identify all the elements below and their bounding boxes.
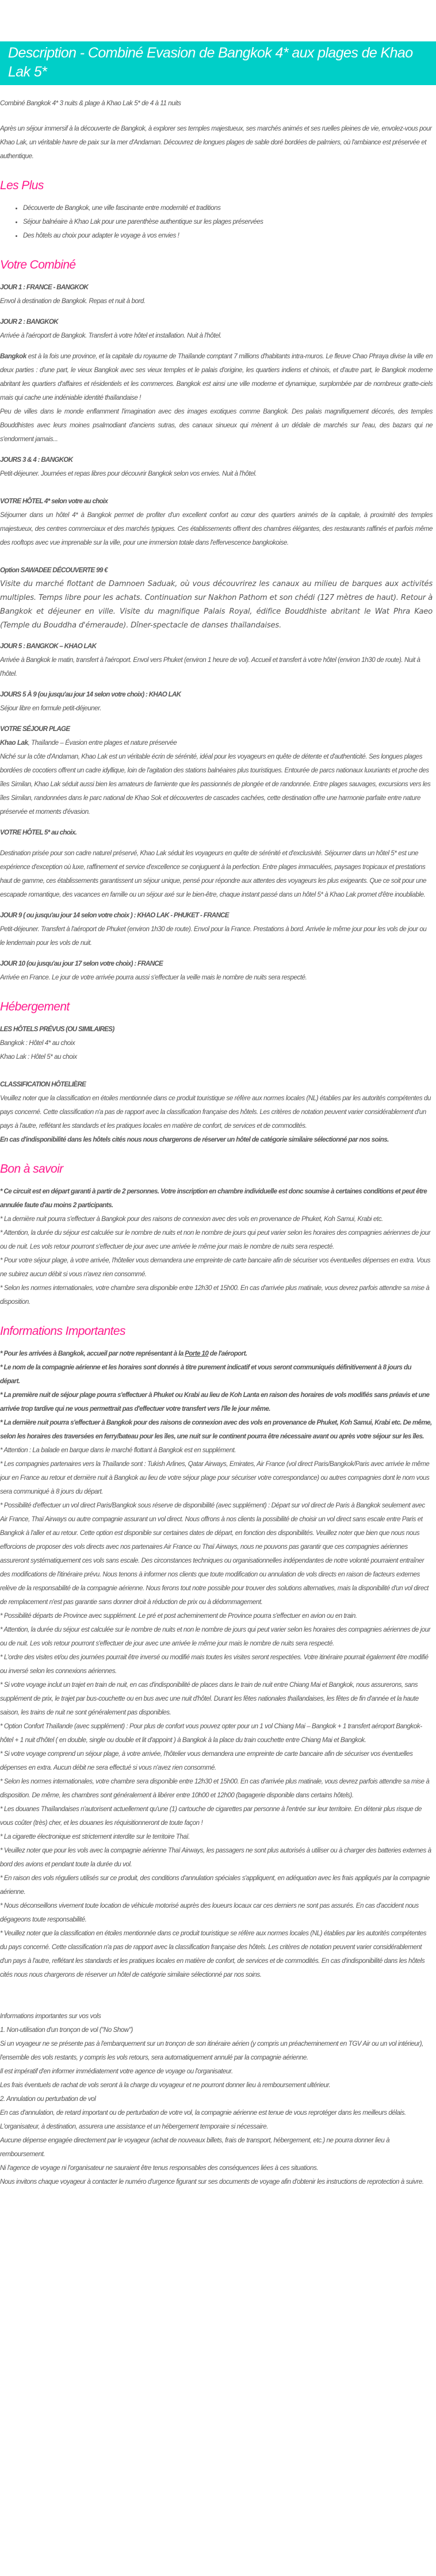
flights-line: 2. Annulation ou perturbation de vol — [0, 2095, 96, 2103]
note-bold: * La première nuit de séjour plage pourra s'effectuer à Phuket ou Krabi au lieu de Koh Lanta en raison des horaires de vols modifiés sans préavis et une arrivée trop tardive qui ne vous permettrait pas d'effectuer votre transfert vers l'île le jour même. — [0, 1391, 430, 1413]
note: * Veuillez noter que la classification en étoiles mentionnée dans ce produit touristique se réfère aux normes locales (NL) établies par les autorités compétentes du pays concerné. Cette classification n'a pas de rapport avec la classification française des hôtels. Les critères de notation peuvent varier considérablement d'un pays à l'autre, reflétant les standards et les pratiques locales en matière de confort, de services et de commodités. En cas d'indisponibilité dans les hôtels cités nous nous chargerons de réserver un hôtel de catégorie similaire sélectionné par nos soins. — [0, 1930, 427, 1978]
list-item: • Des hôtels au choix pour adapter le voyage à vos envies ! — [23, 229, 433, 243]
section-combine-heading: Votre Combiné — [0, 258, 76, 271]
note: * Selon les normes internationales, votre chambre sera disponible entre 12h30 et 15h00. En cas d'arrivée plus matinale, vous devrez parfois attendre sa mise à disposition. De même, les chambres sont généralement à libérer entre 10h00 et 12h00 (bagagerie disponible dans certains hôtels). — [0, 1778, 430, 1799]
porte-10-link[interactable]: Porte 10 — [185, 1350, 209, 1357]
flights-line: Il est impératif d'en informer immédiatement votre agence de voyage ou l'organisateur. — [0, 2068, 233, 2075]
day-text: Envol à destination de Bangkok. Repas et nuit à bord. — [0, 297, 146, 305]
hotel-line: Bangkok : Hôtel 4* au choix — [0, 1039, 75, 1047]
flights-line: Si un voyageur ne se présente pas à l'embarquement sur un tronçon de son itinéraire aérien (y compris un préacheminement en TGV Air ou un vol intérieur), l'ensemble des vols restants, y compris les vols retours, sera automatiquement annulé par la compagnie aérienne. — [0, 2040, 423, 2061]
day-text: Séjour libre en formule petit-déjeuner. — [0, 705, 101, 712]
flights-line: Les frais éventuels de rachat de vols seront à la charge du voyageur et ne pourront donner lieu à remboursement ultérieur. — [0, 2081, 331, 2089]
note-bold: * La dernière nuit pourra s'effectuer à Bangkok pour des raisons de connexion avec des vols en provenance de Phuket, Koh Samui, Krabi etc. De même, selon les horaires des traversées en ferry/bateau pour les îles, une nuit sur le continent pourra être nécessaire avant ou après votre séjour sur les îles. — [0, 1419, 432, 1440]
day-text: Petit-déjeuner. Journées et repas libres pour découvrir Bangkok selon vos envies. Nuit à l'hôtel. — [0, 470, 257, 477]
section-les-plus-heading: Les Plus — [0, 179, 44, 192]
sejour-plage-title: VOTRE SÉJOUR PLAGE — [0, 725, 70, 733]
section-infos-heading: Informations Importantes — [0, 1325, 125, 1338]
note: * Possibilité départs de Province avec supplément. Le pré et post acheminement de Province pourra s'effectuer en avion ou en train. — [0, 1612, 357, 1620]
note: * Pour votre séjour plage, à votre arrivée, l'hôtelier vous demandera une empreinte de carte bancaire afin de sécuriser vos éventuelles dépenses en extra. Vous ne subirez aucun débit si vous n'avez rien consommé. — [0, 1257, 431, 1278]
note-bold: * Le nom de la compagnie aérienne et les horaires sont donnés à titre purement indicatif et vous seront communiqués définitivement à 8 jours du départ. — [0, 1364, 411, 1385]
flights-line: Ni l'agence de voyage ni l'organisateur ne sauraient être tenus responsables des conséquences liées à ces situations. — [0, 2164, 319, 2172]
day-title: JOURS 5 À 9 (ou jusqu'au jour 14 selon votre choix) : KHAO LAK — [0, 691, 181, 698]
note: * Option Confort Thaïlande (avec supplément) : Pour plus de confort vous pouvez opter pour un 1 vol Chiang Mai – Bangkok + 1 transfert aéroport Bangkok- hôtel + 1 nuit d'hôtel ( en double, single ou double et lit d'appoint ) à Bangkok à la place du train couchette entre Chiang Mai et Bangkok. — [0, 1723, 422, 1744]
note: * La dernière nuit pourra s'effectuer à Bangkok pour des raisons de connexion avec des vols en provenance de Phuket, Koh Samui, Krabi etc. — [0, 1215, 383, 1223]
list-item: • Découverte de Bangkok, une ville fascinante entre modernité et traditions — [23, 201, 433, 215]
hotel-text: Séjourner dans un hôtel 4* à Bangkok permet de profiter d'un excellent confort au cœur des quartiers animés de la capitale, à proximité des temples majestueux, des centres commerciaux et des marchés typiques. Ces établissements offrent des chambres élégantes, des restaurants raffinés et parfois même des rooftops avec vue imprenable sur la ville, pour une immersion totale dans l'effervescence bangkokoise. — [0, 511, 433, 546]
day-text: Arrivée en France. Le jour de votre arrivée pourra aussi s'effectuer la veille mais le nombre de nuits sera respecté. — [0, 974, 307, 981]
list-item: • Séjour balnéaire à Khao Lak pour une parenthèse authentique sur les plages préservées — [23, 215, 433, 229]
intro-paragraph: Après un séjour immersif à la découverte de Bangkok, à explorer ses temples majestueux, ses marchés animés et ses ruelles pleines de vie, envolez-vous pour Khao Lak, un véritable havre de paix sur la mer d'Andaman. Découvrez de longues plages de sable doré bordées de palmiers, où l'ambiance est préservée et authentique. — [0, 125, 432, 160]
hotel-line: Khao Lak : Hôtel 5* au choix — [0, 1053, 77, 1061]
classification-text: Veuillez noter que la classification en étoiles mentionnée dans ce produit touristique se réfère aux normes locales (NL) établies par les autorités compétentes du pays concerné. Cette classification n'a pas de rapport avec la classification française des hôtels. Les critères de notation peuvent varier considérablement d'un pays à l'autre, reflétant les standards et les pratiques locales en matière de confort, de services et de commodités. — [0, 1094, 431, 1130]
note: * Possibilité d'effectuer un vol direct Paris/Bangkok sous réserve de disponibilité (avec supplément) : Départ sur vol direct de Paris à Bangkok seulement avec Air France, Thaï Airways ou autre compagnie assurant un vol direct. Nous offrons à nos clients la possibilité de choisir un vol direct sans escale entre Paris et Bangkok à l'aller et au retour. Cette option est disponible sur certaines dates de départ, en fonction des disponibilités. Veuillez noter que bien que nous nous efforcions de proposer des vols directs avec nos partenaires Air France ou Thaï Airways, nous ne pouvons pas garantir que ces compagnies aériennes assureront systématiquement ces vols sans escale. Des circonstances techniques ou organisationnelles indépendantes de notre volonté pourraient entraîner des modifications de l'itinéraire prévu. Nous tenons à informer nos clients que toute modification ou annulation de vols directs en raison de facteurs externes relève de la responsabilité de la compagnie aérienne. Nous ferons tout notre possible pour trouver des solutions alternatives, mais la disponibilité d'un vol direct de remplacement n'est pas garantie sans donner droit à réduction de prix ou à dédommagement. — [0, 1502, 429, 1606]
arrival-note: * Pour les arrivées à Bangkok, accueil par notre représentant à la Porte 10 de l'aéroport. — [0, 1350, 247, 1357]
day-title: JOUR 5 : BANGKOK – KHAO LAK — [0, 642, 97, 650]
flights-line: L'organisateur, à destination, assurera une assistance et un hébergement temporaire si nécessaire. — [0, 2123, 268, 2130]
subtitle: Combiné Bangkok 4* 3 nuits & plage à Khao Lak 5* de 4 à 11 nuits — [0, 99, 181, 107]
sejour-plage-tagline: Khao Lak, Thaïlande – Évasion entre plages et nature préservée — [0, 739, 177, 747]
note: * Attention, la durée du séjour est calculée sur le nombre de nuits et non le nombre de jours qui peut varier selon les horaires des compagnies aériennes de jour ou de nuit. Les vols retour pourront s'effectuer de jour avec une arrivée le même jour mais le nombre de nuits sera respecté. — [0, 1229, 431, 1250]
page-title: Description - Combiné Evasion de Bangkok 4* aux plages de Khao Lak 5* — [0, 41, 436, 85]
note: * Les compagnies partenaires vers la Thaïlande sont : Tukish Arlines, Qatar Airways, Emirates, Air France (vol direct Paris/Bangkok/Paris avec arrivée le même jour en France au retour et dernière nuit à Bangkok au lieu de votre séjour plage pour sécuriser votre correspondance) ou autres compagnies dont le nom vous sera communiqué à 8 jours du départ. — [0, 1460, 430, 1495]
day-text: Arrivée à l'aéroport de Bangkok. Transfert à votre hôtel et installation. Nuit à l'hôtel. — [0, 332, 221, 339]
note: * En raison des vols réguliers utilisés sur ce produit, des conditions d'annulation spéciales s'appliquent, en adéquation avec les frais appliqués par la compagnie aérienne. — [0, 1874, 430, 1896]
les-plus-list — [0, 201, 433, 243]
bangkok-description: Bangkok est à la fois une province, et la capitale du royaume de Thaïlande comptant 7 millions d'habitants intra-muros. Le fleuve Chao Phraya divise la ville en deux parties : d'une part, le vieux Bangkok avec ses vieux temples et le palais d'origine, les quartiers indiens et chinois, et d'autre part, le Bangkok moderne abritant les quartiers d'affaires et résidentiels et les commerces. Bangkok est ainsi une ville moderne et dynamique, surplombée par de nombreux gratte-ciels mais qui cache une indéniable identité thaïlandaise ! — [0, 353, 433, 401]
classification-title: CLASSIFICATION HÔTELIÈRE — [0, 1081, 86, 1088]
note: * Veuillez noter que pour les vols avec la compagnie aérienne Thaï Airways, les passagers ne sont plus autorisés à utiliser ou à charger des batteries externes à bord des avions et pendant toute la durée du vol. — [0, 1847, 431, 1868]
note: * Si votre voyage comprend un séjour plage, à votre arrivée, l'hôtelier vous demandera une empreinte de carte bancaire afin de sécuriser vos éventuelles dépenses en extra. Aucun débit ne sera effectué si vous n'avez rien consommé. — [0, 1750, 413, 1771]
hotel-text: Destination prisée pour son cadre naturel préservé, Khao Lak séduit les voyageurs en quête de sérénité et d'exclusivité. Séjourner dans un hôtel 5* est une expérience d'exception où luxe, raffinement et service d'excellence se conjuguent à la perfection. Entre plages immaculées, paysages tropicaux et prestations haut de gamme, ces établissements garantissent un séjour unique, pensé pour répondre aux attentes des voyageurs les plus exigeants. Que ce soit pour une escapade romantique, des vacances en famille ou un séjour axé sur le bien-être, chaque instant passé dans un hôtel 5* à Khao Lak promet d'être inoubliable. — [0, 849, 427, 898]
day-text: Petit-déjeuner. Transfert à l'aéroport de Phuket (environ 1h30 de route). Envol pour la France. Prestations à bord. Arrivée le même jour pour les vols de jour ou le lendemain pour les vols de nuit. — [0, 925, 427, 947]
day-title: JOUR 9 ( ou jusqu'au jour 14 selon votre choix ) : KHAO LAK - PHUKET - FRANCE — [0, 912, 229, 919]
flights-title: Informations importantes sur vos vols — [0, 2012, 101, 2020]
flights-line: Aucune dépense engagée directement par le voyageur (achat de nouveaux billets, frais de transport, hébergement, etc.) ne pourra donner lieu à remboursement. — [0, 2137, 390, 2158]
note: * Les douanes Thaïlandaises n'autorisent actuellement qu'une (1) cartouche de cigarettes par personne à l'entrée sur leur territoire. En détenir plus risque de vous coûter (très) cher, et les douanes les réquisitionneront de toute façon ! — [0, 1805, 422, 1827]
section-bon-a-savoir-heading: Bon à savoir — [0, 1162, 63, 1176]
note: * Nous déconseillons vivement toute location de véhicule motorisé auprès des loueurs locaux car ces derniers ne sont pas assurés. En cas d'accident nous dégageons toute responsabilité. — [0, 1902, 419, 1923]
option-text: Visite du marché flottant de Damnoen Saduak, où vous découvrirez les canaux au milieu de barques aux activités multiples. Temps libre pour les achats. Continuation sur Nakhon Pathom et son chédi (127 mètres de haut). Retour à Bangkok et déjeuner en ville. Visite du magnifique Palais Royal, édifice Bouddhiste abritant le Wat Phra Kaeo (Temple du Bouddha d'émeraude). Dîner-spectacle de danses thaïlandaises. — [0, 580, 433, 630]
day-title: JOUR 2 : BANGKOK — [0, 318, 58, 326]
note: * Attention, la durée du séjour est calculée sur le nombre de nuits et non le nombre de jours qui peut varier selon les horaires des compagnies aériennes de jour ou de nuit. Les vols retour pourront s'effectuer de jour avec une arrivée le même jour mais le nombre de nuits sera respecté. — [0, 1626, 431, 1647]
description-content — [0, 97, 433, 2206]
note-bold: * Ce circuit est en départ garanti à partir de 2 personnes. Votre inscription en chambre individuelle est donc soumise à certaines conditions et peut être annulée faute d'au moins 2 participants. — [0, 1188, 427, 1209]
note: * Si votre voyage inclut un trajet en train de nuit, en cas d'indisponibilité de places dans le train de nuit entre Chiang Mai et Bangkok, nous assurerons, sans supplément de prix, le trajet par bus-couchette ou en bus avec une nuit d'hôtel. Durant les fêtes nationales thaïlandaises, les fêtes de fin d'année et la haute saison, les trains de nuit ne sont généralement pas disponibles. — [0, 1681, 419, 1716]
note: * La cigarette électronique est strictement interdite sur le territoire Thaï. — [0, 1833, 190, 1840]
section-hebergement-heading: Hébergement — [0, 1000, 70, 1013]
sejour-plage-text: Niché sur la côte d'Andaman, Khao Lak est un véritable écrin de sérénité, idéal pour les voyageurs en quête de détente et d'authenticité. Ses longues plages bordées de cocotiers offrent un cadre idyllique, loin de l'agitation des stations balnéaires plus touristiques. Entourée de parcs nationaux luxuriants et proche des îles Similan, Khao Lak séduit aussi bien les amateurs de farniente que les passionnés de plongée et de randonnée. Entre plages sauvages, excursions vers les îles Similan, randonnées dans le parc national de Khao Sok et découvertes de cascades cachées, cette destination offre une harmonie parfaite entre nature préservée et moments d'évasion. — [0, 753, 431, 816]
option-title: Option SAWADEE DÉCOUVERTE 99 € — [0, 567, 108, 574]
bangkok-description-2: Peu de villes dans le monde enflamment l'imagination avec des images exotiques comme Bangkok. Des palais magnifiquement décorés, des temples Bouddhistes avec leurs moines psalmodiant d'anciens sutras, des canaux sinueux qui mènent à un dédale de marchés sur l'eau, des bazars qui ne s'endorment jamais... — [0, 408, 433, 443]
day-text: Arrivée à Bangkok le matin, transfert à l'aéroport. Envol vers Phuket (environ 1 heure de vol). Accueil et transfert à votre hôtel (environ 1h30 de route). Nuit à l'hôtel. — [0, 656, 420, 678]
flights-line: En cas d'annulation, de retard important ou de perturbation de votre vol, la compagnie aérienne est tenue de vous reprotéger dans les meilleurs délais. — [0, 2109, 406, 2116]
classification-bold: En cas d'indisponibilité dans les hôtels cités nous nous chargerons de réserver un hôtel de catégorie similaire sélectionné par nos soins. — [0, 1136, 389, 1143]
flights-line: 1. Non-utilisation d'un tronçon de vol ("No Show") — [0, 2026, 133, 2034]
bold-word: Bangkok — [0, 353, 26, 360]
note: * Attention : La balade en barque dans le marché flottant à Bangkok est en supplément. — [0, 1446, 236, 1454]
bold-word: Khao Lak — [0, 739, 28, 747]
hotel-title: VOTRE HÔTEL 4* selon votre au choix — [0, 497, 108, 505]
day-title: JOUR 1 : FRANCE - BANGKOK — [0, 284, 89, 291]
day-title: JOUR 10 (ou jusqu'au jour 17 selon votre choix) : FRANCE — [0, 960, 163, 967]
note: * Selon les normes internationales, votre chambre sera disponible entre 12h30 et 15h00. En cas d'arrivée plus matinale, vous devrez parfois attendre sa mise à disposition. — [0, 1284, 430, 1306]
note: * L'ordre des visites et/ou des journées pourrait être inversé ou modifié mais toutes les visites seront respectées. Votre itinéraire pourrait également être modifié ou inversé selon les connexions aériennes. — [0, 1653, 429, 1675]
day-title: JOURS 3 & 4 : BANGKOK — [0, 456, 73, 464]
flights-line: Nous invitons chaque voyageur à contacter le numéro d'urgence figurant sur ses documents de voyage afin d'obtenir les instructions de reprotection à suivre. — [0, 2178, 424, 2185]
hotels-title: LES HÔTELS PRÉVUS (OU SIMILAIRES) — [0, 1025, 114, 1033]
hotel-title: VOTRE HÔTEL 5* au choix. — [0, 829, 77, 836]
